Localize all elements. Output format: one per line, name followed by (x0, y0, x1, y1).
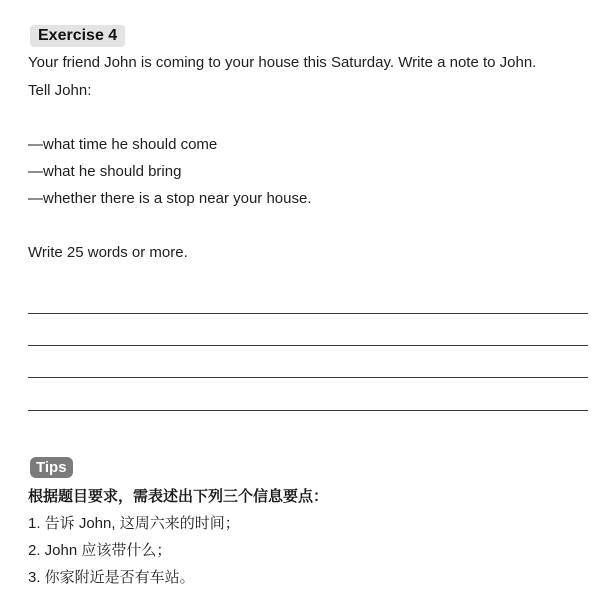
tips-badge: Tips (30, 457, 73, 478)
exercise-prompt: Your friend John is coming to your house this Saturday. Write a note to John. (28, 54, 537, 71)
exercise-badge: Exercise 4 (30, 25, 125, 47)
point-item-bring: —what he should bring (28, 163, 182, 180)
tip-item-time: 1. 告诉 John, 这周六来的时间； (28, 515, 240, 532)
tip-item-stop: 3. 你家附近是否有车站。 (28, 569, 195, 586)
answer-line[interactable] (28, 410, 588, 411)
point-item-stop: —whether there is a stop near your house. (28, 190, 312, 207)
point-item-time: —what time he should come (28, 136, 218, 153)
tips-heading: 根据题目要求，需表述出下列三个信息要点： (28, 487, 329, 505)
word-requirement: Write 25 words or more. (28, 244, 188, 261)
tip-item-bring: 2. John 应该带什么； (28, 542, 172, 559)
answer-line[interactable] (28, 377, 588, 378)
answer-line[interactable] (28, 345, 588, 346)
answer-line[interactable] (28, 313, 588, 314)
exercise-instruction: Tell John: (28, 82, 92, 99)
